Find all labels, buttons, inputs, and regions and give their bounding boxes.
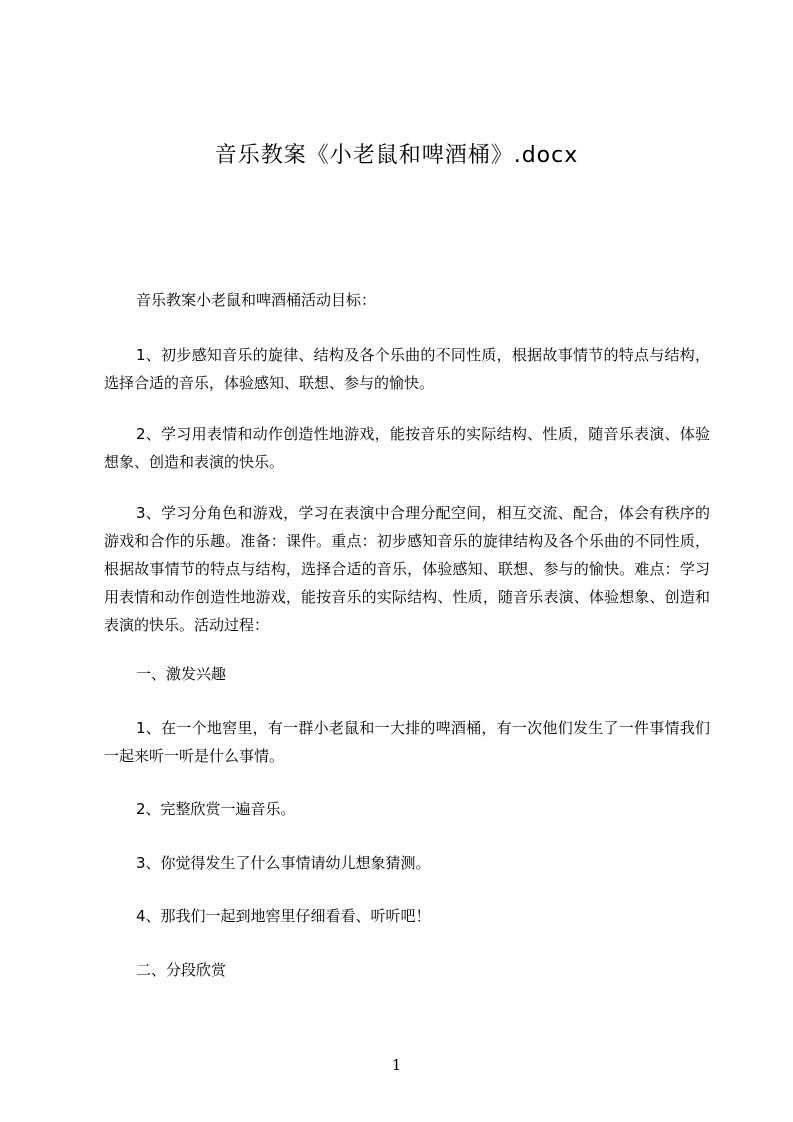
document-title: 音乐教案《小老鼠和啤酒桶》.docx (214, 143, 579, 168)
paragraph-activity-goals-heading: 音乐教案小老鼠和啤酒桶活动目标： (136, 291, 377, 309)
paragraph-step-4: 4、那我们一起到地窖里仔细看看、听听吧！ (136, 907, 431, 925)
paragraph-step-1: 1、在一个地窖里，有一群小老鼠和一大排的啤酒桶，有一次他们发生了一件事情我们一起来听一听是什么事情。 (104, 719, 710, 765)
paragraph-goal-2: 2、学习用表情和动作创造性地游戏，能按音乐的实际结构、性质，随音乐表演、体验想象、创造和表演的快乐。 (104, 425, 710, 471)
paragraph-goal-1: 1、初步感知音乐的旋律、结构及各个乐曲的不同性质，根据故事情节的特点与结构，选择合适的音乐，体验感知、联想、参与的愉快。 (104, 346, 710, 392)
section-heading-stimulate-interest: 一、激发兴趣 (136, 665, 227, 683)
paragraph-goal-3: 3、学习分角色和游戏，学习在表演中合理分配空间，相互交流、配合，体会有秩序的游戏和合作的乐趣。准备：课件。重点：初步感知音乐的旋律结构及各个乐曲的不同性质，根据故事情节的特点与结构，选择合适的音乐，体验感知、联想、参与的愉快。难点：学习用表情和动作创造性地游戏，能按音乐的实际结构、性质，随音乐表演、体验想象、创造和表演的快乐。活动过程： (104, 504, 710, 634)
paragraph-step-3: 3、你觉得发生了什么事情请幼儿想象猜测。 (136, 854, 431, 872)
paragraph-step-2: 2、完整欣赏一遍音乐。 (136, 800, 296, 818)
section-heading-segment-appreciation: 二、分段欣赏 (136, 961, 227, 979)
page-number: 1 (391, 1056, 402, 1074)
